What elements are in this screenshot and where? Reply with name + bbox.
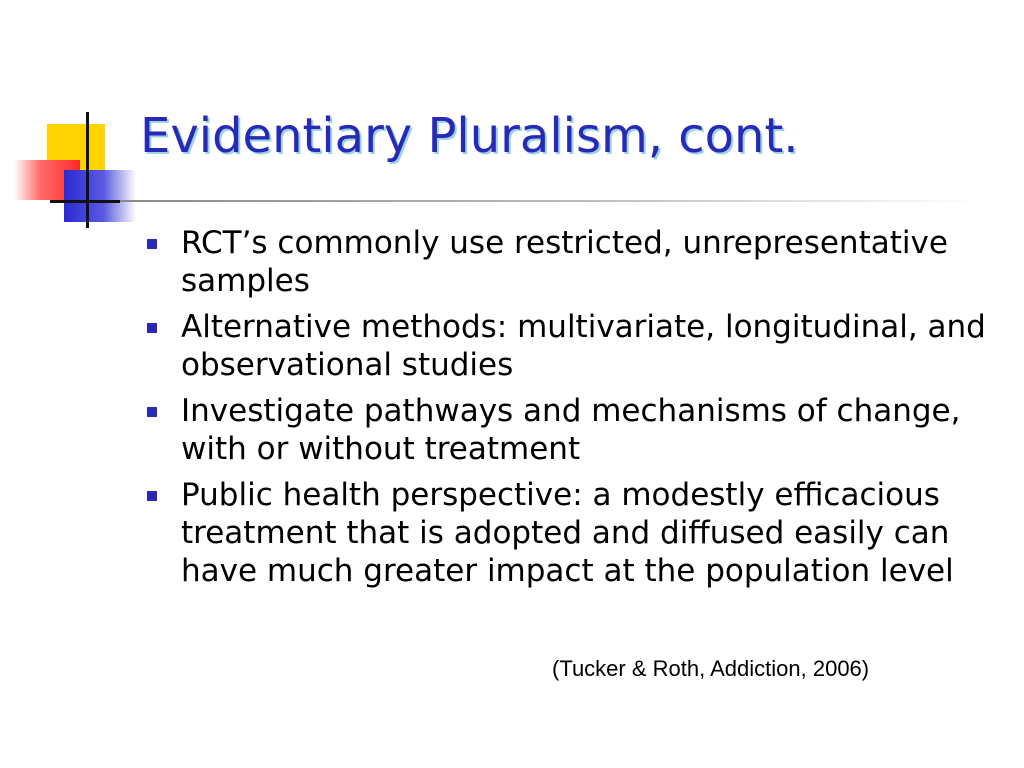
decorative-squares-logo — [0, 0, 150, 240]
bullet-text: RCT’s commonly use restricted, unrepresentative samples — [181, 225, 948, 299]
square-bullet-icon — [147, 239, 157, 249]
bullet-item — [145, 308, 995, 384]
horizontal-crosshair-line — [50, 200, 120, 203]
bullet-text: Investigate pathways and mechanisms of change, with or without treatment — [181, 393, 961, 467]
bullet-item — [145, 392, 995, 468]
citation: (Tucker & Roth, Addiction, 2006) — [552, 656, 870, 681]
vertical-crosshair-line — [86, 112, 89, 228]
bullet-item — [145, 224, 995, 300]
slide-title: Evidentiary Pluralism, cont. — [140, 108, 799, 164]
bullet-item — [145, 476, 995, 590]
title-underline-rule — [120, 200, 980, 202]
square-bullet-icon — [147, 491, 157, 501]
square-bullet-icon — [147, 323, 157, 333]
bullet-text: Alternative methods: multivariate, longitudinal, and observational studies — [181, 309, 986, 383]
bullet-text: Public health perspective: a modestly efficacious treatment that is adopted and diffused easily can have much greater impact at the population level — [181, 477, 954, 589]
bullet-list — [145, 224, 995, 598]
square-bullet-icon — [147, 407, 157, 417]
blue-square — [64, 170, 136, 222]
